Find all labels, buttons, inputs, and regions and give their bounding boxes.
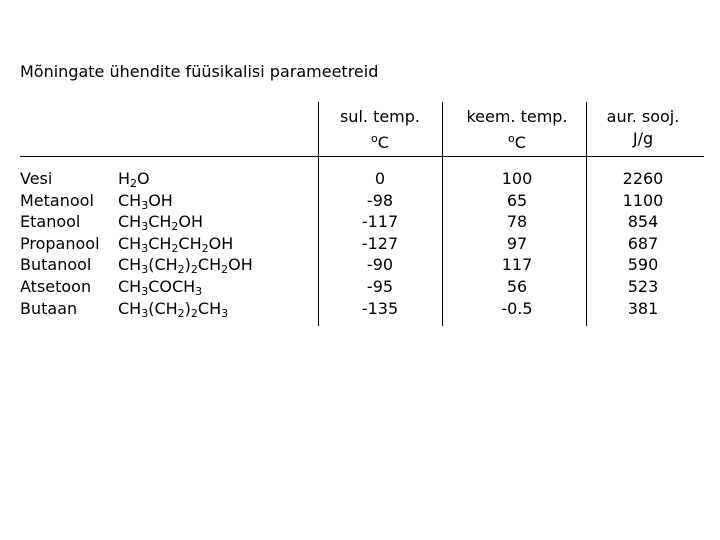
degree-sign: o — [371, 132, 378, 145]
header-melting-point — [318, 106, 442, 154]
melting-point-value: -95 — [366, 276, 394, 296]
melting-point-value: -127 — [361, 233, 399, 253]
formula-subscript: 2 — [190, 306, 198, 320]
formula-part: OH — [178, 212, 204, 232]
melting-point-value: -117 — [361, 212, 399, 232]
boiling-point-value: 78 — [506, 212, 528, 232]
heat-of-vaporization-value: 854 — [627, 212, 659, 232]
formula-part: OH — [228, 255, 253, 275]
compound-name: Metanool — [20, 190, 94, 210]
heat-of-vaporization-value: 1100 — [622, 190, 664, 210]
formula-part: ) — [184, 255, 191, 275]
compound-name: Etanool — [20, 212, 81, 232]
formula-part: CH — [118, 190, 142, 210]
formula-subscript: 3 — [195, 284, 203, 298]
formula-subscript: 2 — [190, 263, 198, 277]
heat-of-vaporization-value: 381 — [627, 298, 659, 318]
formula-subscript: 2 — [171, 241, 179, 255]
formula-subscript: 3 — [141, 306, 149, 320]
melting-point-value: -90 — [366, 255, 394, 275]
melting-point-value: 0 — [374, 169, 386, 188]
header-boiling-point — [448, 106, 586, 154]
table-row — [0, 276, 720, 298]
formula-subscript: 2 — [171, 220, 179, 234]
formula-part: COCH — [148, 276, 196, 296]
header-unit — [592, 128, 694, 150]
unit-text: C — [514, 133, 526, 152]
compound-name: Butanool — [20, 255, 92, 275]
boiling-point-value: 65 — [506, 190, 528, 210]
compound-name: Atsetoon — [20, 276, 92, 296]
unit-text: C — [377, 133, 389, 152]
formula-part: CH — [197, 255, 222, 275]
page-title: Mõningate ühendite füüsikalisi parameetreid — [20, 62, 379, 81]
table-row — [0, 233, 720, 255]
table-row — [0, 254, 720, 276]
formula-part: CH — [148, 233, 172, 253]
heat-of-vaporization-value: 687 — [627, 233, 659, 253]
compound-name: Vesi — [20, 169, 53, 188]
heat-of-vaporization-value: 590 — [627, 255, 659, 275]
boiling-point-value: 100 — [501, 169, 533, 188]
heat-of-vaporization-value: 523 — [627, 276, 659, 296]
formula-part: OH — [148, 190, 173, 210]
formula-part: (CH — [148, 255, 178, 275]
formula-subscript: 2 — [221, 263, 229, 277]
degree-sign: o — [508, 132, 515, 145]
boiling-point-value: -0.5 — [501, 298, 533, 318]
header-unit — [448, 128, 586, 154]
table-row — [0, 190, 720, 212]
formula-subscript: 3 — [141, 284, 149, 298]
header-rule — [20, 156, 704, 157]
formula-part: CH — [178, 233, 202, 253]
table-body — [0, 168, 720, 319]
header-label: sul. temp. — [339, 107, 421, 126]
formula-part: CH — [197, 298, 222, 318]
formula-part: H — [118, 169, 131, 188]
melting-point-value: -135 — [361, 298, 399, 318]
formula-subscript: 3 — [141, 198, 149, 212]
formula-subscript: 2 — [177, 306, 185, 320]
formula-part: OH — [208, 233, 234, 253]
formula-part: O — [137, 169, 150, 188]
formula-subscript: 2 — [201, 241, 209, 255]
formula-part: CH — [148, 212, 172, 232]
formula-part: CH — [118, 276, 142, 296]
formula-subscript: 3 — [141, 241, 149, 255]
formula-part: CH — [118, 255, 142, 275]
formula-part: ) — [184, 298, 191, 318]
formula-subscript: 3 — [141, 220, 149, 234]
heat-of-vaporization-value: 2260 — [622, 169, 664, 188]
header-unit — [318, 128, 442, 154]
formula-subscript: 2 — [177, 263, 185, 277]
boiling-point-value: 117 — [501, 255, 533, 275]
header-label: keem. temp. — [466, 107, 568, 126]
formula-subscript: 2 — [130, 177, 138, 190]
formula-subscript: 3 — [221, 306, 229, 320]
header-heat-of-vaporization — [592, 106, 694, 150]
formula-part: CH — [118, 298, 142, 318]
table-row — [0, 211, 720, 233]
compound-name: Propanool — [20, 233, 100, 253]
formula-part: CH — [118, 212, 142, 232]
unit-text: J/g — [632, 129, 654, 148]
boiling-point-value: 56 — [506, 276, 528, 296]
header-label: aur. sooj. — [606, 107, 680, 126]
table-row — [0, 298, 720, 320]
table-row — [0, 168, 720, 190]
melting-point-value: -98 — [366, 190, 394, 210]
boiling-point-value: 97 — [506, 233, 528, 253]
formula-part: (CH — [148, 298, 178, 318]
formula-part: CH — [118, 233, 142, 253]
compound-formula — [118, 298, 228, 325]
compound-name: Butaan — [20, 298, 78, 318]
formula-subscript: 3 — [141, 263, 149, 277]
